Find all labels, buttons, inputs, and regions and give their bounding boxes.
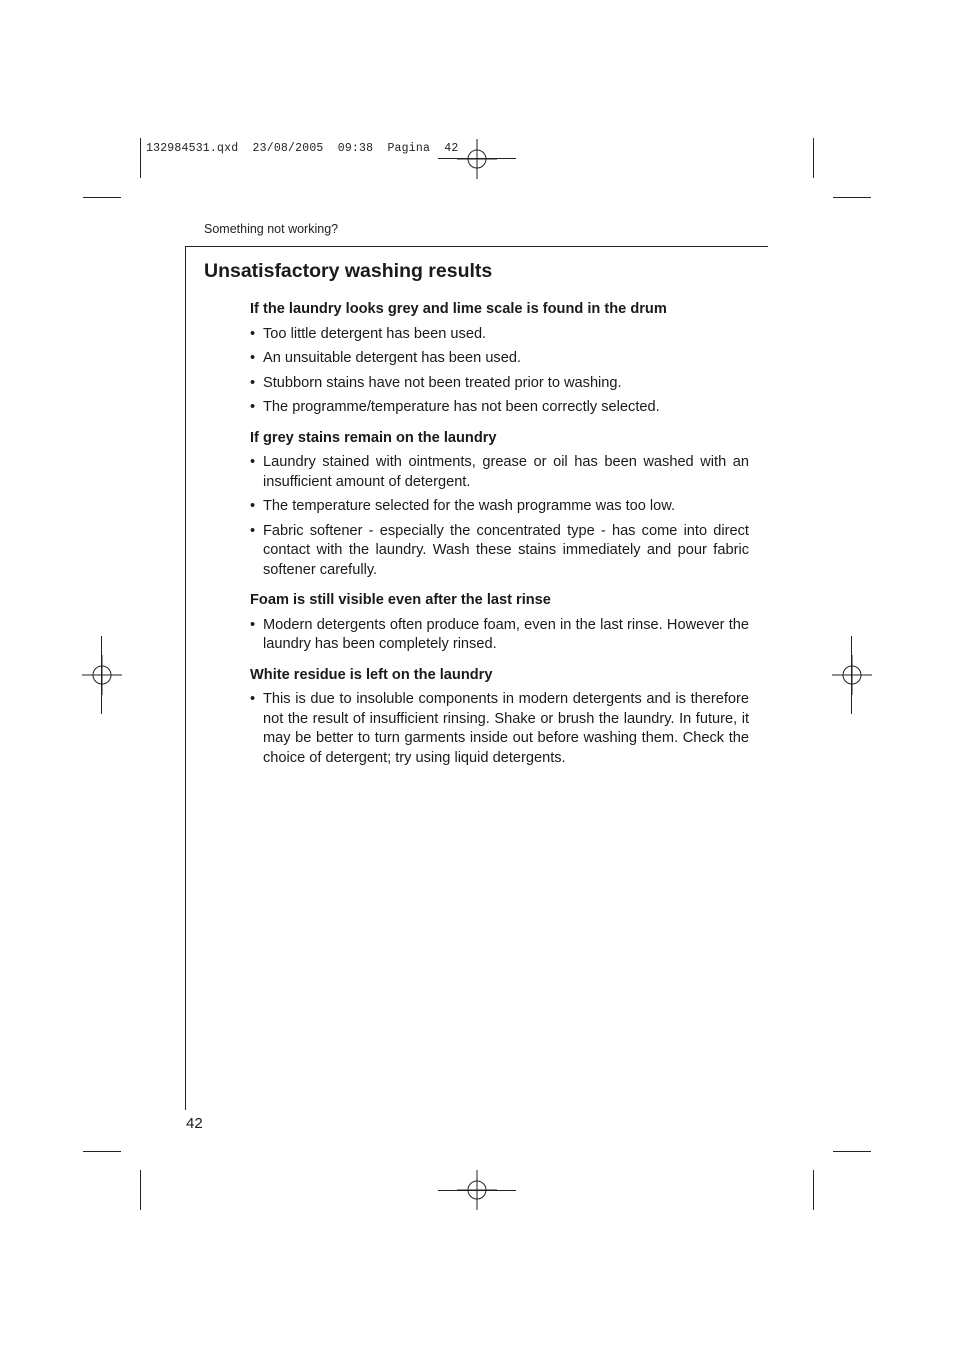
bullet-list [250,690,749,768]
crop-mark-top-left-vertical [140,138,141,178]
bullet-list [250,453,749,580]
section-grey-stains [250,429,749,581]
running-header: Something not working? [204,222,339,236]
print-slug: 132984531.qxd 23/08/2005 09:38 Pagina 42 [146,142,459,155]
list-item: • An unsuitable detergent has been used. [250,349,749,369]
crop-mark-bottom-right-horizontal [833,1151,871,1152]
list-item: • Fabric softener - especially the concentrated type - has come into direct contact with the laundry. Wash these stains immediately and pour fabric softener carefully. [250,522,749,581]
list-item: • Stubborn stains have not been treated prior to washing. [250,374,749,394]
section-foam-visible [250,591,749,655]
bullet-list [250,325,749,418]
list-item: • The programme/temperature has not been correctly selected. [250,398,749,418]
crop-mark-top-right-horizontal [833,197,871,198]
list-item: • The temperature selected for the wash programme was too low. [250,497,749,517]
troubleshooting-content [250,300,749,779]
registration-mark-left-icon [82,655,122,695]
crop-mark-top-left-horizontal [83,197,121,198]
registration-mark-top-icon [457,139,497,179]
section-heading: White residue is left on the laundry [250,666,493,683]
section-heading: Foam is still visible even after the last rinse [250,592,551,608]
registration-mark-right-icon [832,655,872,695]
crop-mark-top-right-vertical [813,138,814,178]
list-item: • Modern detergents often produce foam, even in the last rinse. However the laundry has been completely rinsed. [250,616,749,655]
page-title: Unsatisfactory washing results [204,260,493,282]
registration-tick-bottom [438,1190,516,1191]
section-heading: If grey stains remain on the laundry [250,429,497,446]
margin-rule [185,246,186,1110]
list-item: • Too little detergent has been used. [250,325,749,345]
crop-mark-bottom-right-vertical [813,1170,814,1210]
crop-mark-bottom-left-horizontal [83,1151,121,1152]
page-number: 42 [186,1115,203,1132]
registration-tick-left [101,636,102,714]
registration-tick-top [438,158,516,159]
section-grey-laundry-lime-scale [250,300,749,418]
crop-mark-bottom-left-vertical [140,1170,141,1210]
list-item: • This is due to insoluble components in modern detergents and is therefore not the result of insufficient rinsing. Shake or brush the laundry. In future, it may be better to turn garments inside out before washing them. Check the choice of detergent; try using liquid detergents. [250,690,749,768]
section-white-residue [250,666,749,769]
section-heading: If the laundry looks grey and lime scale is found in the drum [250,301,667,317]
registration-tick-right [851,636,852,714]
bullet-list [250,616,749,655]
list-item: • Laundry stained with ointments, grease or oil has been washed with an insufficient amount of detergent. [250,453,749,492]
header-rule [186,246,768,247]
